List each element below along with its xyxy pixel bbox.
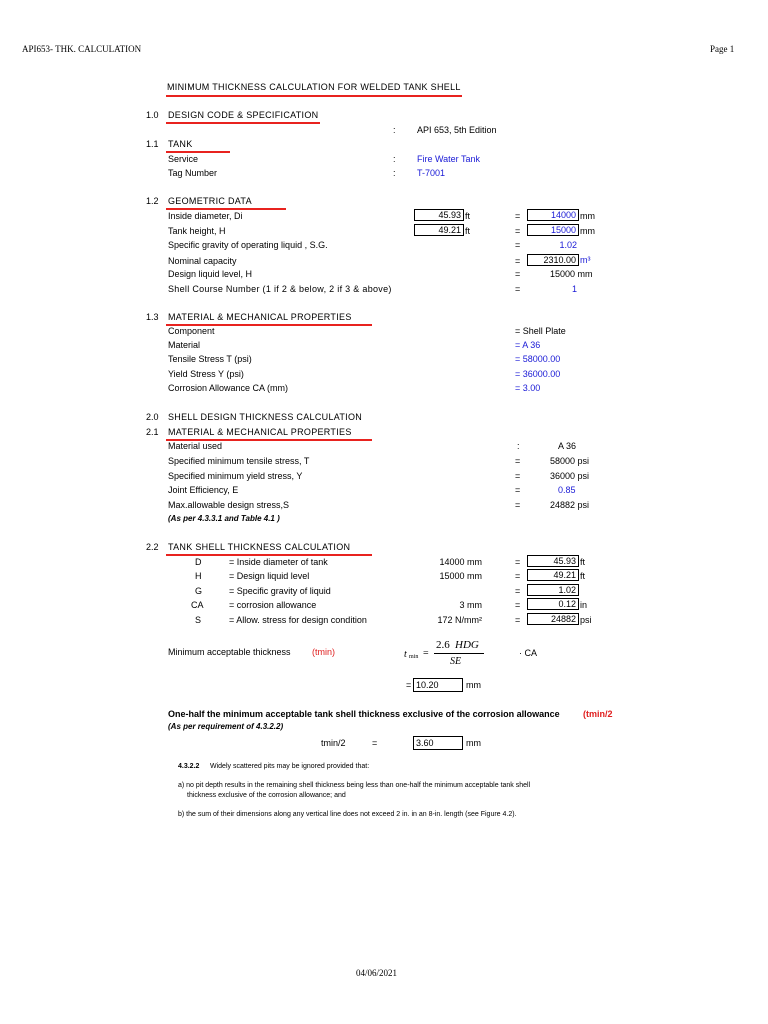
section-2-2-title: TANK SHELL THICKNESS CALCULATION [168, 542, 351, 552]
half-tmin-note: (As per requirement of 4.3.2.2) [168, 722, 284, 731]
service-value: Fire Water Tank [417, 154, 481, 164]
tank-height-ft-cell: 49.21 [414, 224, 464, 236]
section-1-2-title: GEOMETRIC DATA [168, 196, 252, 206]
symbol-h-given: 15000 mm [439, 571, 482, 581]
specific-gravity-label: Specific gravity of operating liquid , S.G. [168, 240, 328, 250]
clause-heading: Widely scattered pits may be ignored provided that: [210, 763, 370, 770]
section-2-2-number: 2.2 [146, 542, 159, 552]
symbol-ca-unit: in [580, 600, 588, 610]
footer-date: 04/06/2021 [356, 968, 398, 978]
design-code-value: API 653, 5th Edition [417, 125, 497, 135]
half-tmin-unit: mm [466, 738, 481, 748]
specific-gravity-value: 1.02 [559, 240, 577, 250]
formula-subscript: min [409, 654, 419, 660]
tmin-result-eq: = [406, 680, 412, 690]
min-yield-label: Specified minimum yield stress, Y [168, 471, 303, 481]
allowable-stress-eq: = [515, 500, 521, 510]
material-used-value: A 36 [558, 441, 577, 451]
section-2-1-title: MATERIAL & MECHANICAL PROPERTIES [168, 427, 352, 437]
section-1-0-title: DESIGN CODE & SPECIFICATION [168, 110, 319, 120]
joint-efficiency-eq: = [515, 485, 521, 495]
shell-course-label: Shell Course Number (1 if 2 & below, 2 if 3 & above) [168, 284, 392, 294]
tensile-stress-value: = 58000.00 [515, 354, 561, 364]
half-tmin-symbol: tmin/2 [321, 738, 346, 748]
inside-diameter-ft-cell: 45.93 [414, 209, 464, 221]
formula-fraction-bar [434, 653, 484, 654]
tag-number-value: T-7001 [417, 168, 446, 178]
nominal-capacity-eq: = [515, 256, 521, 266]
tank-height-label: Tank height, H [168, 226, 226, 236]
yield-stress-label: Yield Stress Y (psi) [168, 369, 244, 379]
shell-course-eq: = [515, 284, 521, 294]
symbol-s-unit: psi [580, 615, 592, 625]
allowable-stress-label: Max.allowable design stress,S [168, 500, 290, 510]
tank-height-eq: = [515, 226, 521, 236]
joint-efficiency-value: 0.85 [558, 485, 576, 495]
inside-diameter-mm-unit: mm [580, 211, 595, 221]
symbol-s-given: 172 N/mm² [437, 615, 482, 625]
section-1-3-number: 1.3 [146, 312, 159, 322]
tag-number-colon: : [393, 168, 396, 178]
symbol-ca-given: 3 mm [459, 600, 482, 610]
symbol-s: S [195, 615, 202, 625]
section-2-0-title: SHELL DESIGN THICKNESS CALCULATION [168, 412, 363, 422]
section-1-2-number: 1.2 [146, 196, 159, 206]
symbol-d-desc: = Inside diameter of tank [229, 557, 328, 567]
symbol-h-unit: ft [580, 571, 586, 581]
formula-t: t [404, 649, 407, 660]
symbol-s-value-cell: 24882 [527, 613, 579, 625]
section-1-3-title: MATERIAL & MECHANICAL PROPERTIES [168, 312, 352, 322]
section-1-1-title: TANK [168, 139, 193, 149]
service-label: Service [168, 154, 199, 164]
tank-height-mm-unit: mm [580, 226, 595, 236]
material-used-label: Material used [168, 441, 223, 451]
min-yield-eq: = [515, 471, 521, 481]
symbol-s-desc: = Allow. stress for design condition [229, 615, 367, 625]
symbol-g-value-cell: 1.02 [527, 584, 579, 596]
inside-diameter-label: Inside diameter, Di [168, 211, 243, 221]
design-liquid-level-value: 15000 mm [550, 269, 593, 279]
component-value: = Shell Plate [515, 326, 566, 336]
formula-denominator: SE [450, 656, 462, 667]
symbol-ca-value-cell: 0.12 [527, 598, 579, 610]
section-2-0-number: 2.0 [146, 412, 159, 422]
half-tmin-tag: (tmin/2 [583, 709, 613, 719]
inside-diameter-ft-unit: ft [465, 211, 471, 221]
half-tmin-eq: = [372, 738, 378, 748]
tmin-result-cell: 10.20 [413, 678, 463, 692]
formula-numerator: 2.6 [436, 639, 450, 651]
corrosion-allowance-label: Corrosion Allowance CA (mm) [168, 383, 289, 393]
specific-gravity-eq: = [515, 240, 521, 250]
clause-item-a-line1: a) no pit depth results in the remaining shell thickness being less than one-half the minimum acceptable tank shell [178, 782, 531, 789]
formula-numerator-vars: HDG [455, 639, 479, 651]
section-2-1-note: (As per 4.3.3.1 and Table 4.1 ) [168, 514, 280, 523]
min-tensile-value: 58000 psi [550, 456, 590, 466]
section-1-0-underline [166, 122, 320, 124]
symbol-ca-desc: = corrosion allowance [229, 600, 317, 610]
half-tmin-label: One-half the minimum acceptable tank shell thickness exclusive of the corrosion allowance [168, 709, 560, 719]
tmin-result-unit: mm [466, 680, 481, 690]
symbol-h-eq: = [515, 571, 521, 581]
section-1-1-underline [166, 151, 230, 153]
symbol-g-eq: = [515, 586, 521, 596]
half-tmin-result-cell: 3.60 [413, 736, 463, 750]
min-yield-value: 36000 psi [550, 471, 590, 481]
symbol-ca-eq: = [515, 600, 521, 610]
formula-ca: · CA [519, 648, 537, 658]
symbol-ca: CA [191, 600, 204, 610]
formula-equals: = [423, 648, 429, 659]
tank-height-ft-unit: ft [465, 226, 471, 236]
yield-stress-value: = 36000.00 [515, 369, 561, 379]
service-colon: : [393, 154, 396, 164]
inside-diameter-mm-cell: 14000 [527, 209, 579, 221]
tmin-tag: (tmin) [312, 647, 335, 657]
material-label: Material [168, 340, 201, 350]
symbol-g: G [195, 586, 203, 596]
tank-height-mm-cell: 15000 [527, 224, 579, 236]
shell-course-value: 1 [572, 284, 578, 294]
symbol-g-desc: = Specific gravity of liquid [229, 586, 331, 596]
nominal-capacity-cell: 2310.00 [527, 254, 579, 266]
nominal-capacity-unit: m³ [580, 255, 591, 265]
tag-number-label: Tag Number [168, 168, 218, 178]
min-tensile-label: Specified minimum tensile stress, T [168, 456, 310, 466]
material-value: = A 36 [515, 340, 541, 350]
symbol-d: D [195, 557, 202, 567]
section-1-2-underline [166, 208, 286, 210]
symbol-d-value-cell: 45.93 [527, 555, 579, 567]
title-underline [166, 95, 462, 97]
nominal-capacity-label: Nominal capacity [168, 256, 237, 266]
header-title: API653- THK. CALCULATION [22, 44, 142, 54]
symbol-d-eq: = [515, 557, 521, 567]
material-used-colon: : [517, 441, 520, 451]
document-title: MINIMUM THICKNESS CALCULATION FOR WELDED TANK SHELL [167, 82, 461, 92]
tensile-stress-label: Tensile Stress T (psi) [168, 354, 252, 364]
min-tensile-eq: = [515, 456, 521, 466]
clause-number: 4.3.2.2 [178, 763, 200, 770]
symbol-s-eq: = [515, 615, 521, 625]
design-code-colon: : [393, 125, 396, 135]
section-1-1-number: 1.1 [146, 139, 159, 149]
joint-efficiency-label: Joint Efficiency, E [168, 485, 239, 495]
symbol-d-given: 14000 mm [439, 557, 482, 567]
design-liquid-level-eq: = [515, 269, 521, 279]
section-2-2-underline [166, 554, 372, 556]
component-label: Component [168, 326, 215, 336]
inside-diameter-eq: = [515, 211, 521, 221]
design-liquid-level-label: Design liquid level, H [168, 269, 253, 279]
clause-item-a-line2: thickness exclusive of the corrosion allowance; and [187, 792, 346, 799]
symbol-h: H [195, 571, 202, 581]
symbol-h-desc: = Design liquid level [229, 571, 310, 581]
section-2-1-number: 2.1 [146, 427, 159, 437]
allowable-stress-value: 24882 psi [550, 500, 590, 510]
page-number: Page 1 [710, 44, 735, 54]
clause-item-b: b) the sum of their dimensions along any vertical line does not exceed 2 in. in an 8-in. length (see Figure 4.2). [178, 811, 517, 818]
corrosion-allowance-value: = 3.00 [515, 383, 541, 393]
tmin-label: Minimum acceptable thickness [168, 647, 291, 657]
symbol-h-value-cell: 49.21 [527, 569, 579, 581]
symbol-d-unit: ft [580, 557, 586, 567]
section-1-0-number: 1.0 [146, 110, 159, 120]
